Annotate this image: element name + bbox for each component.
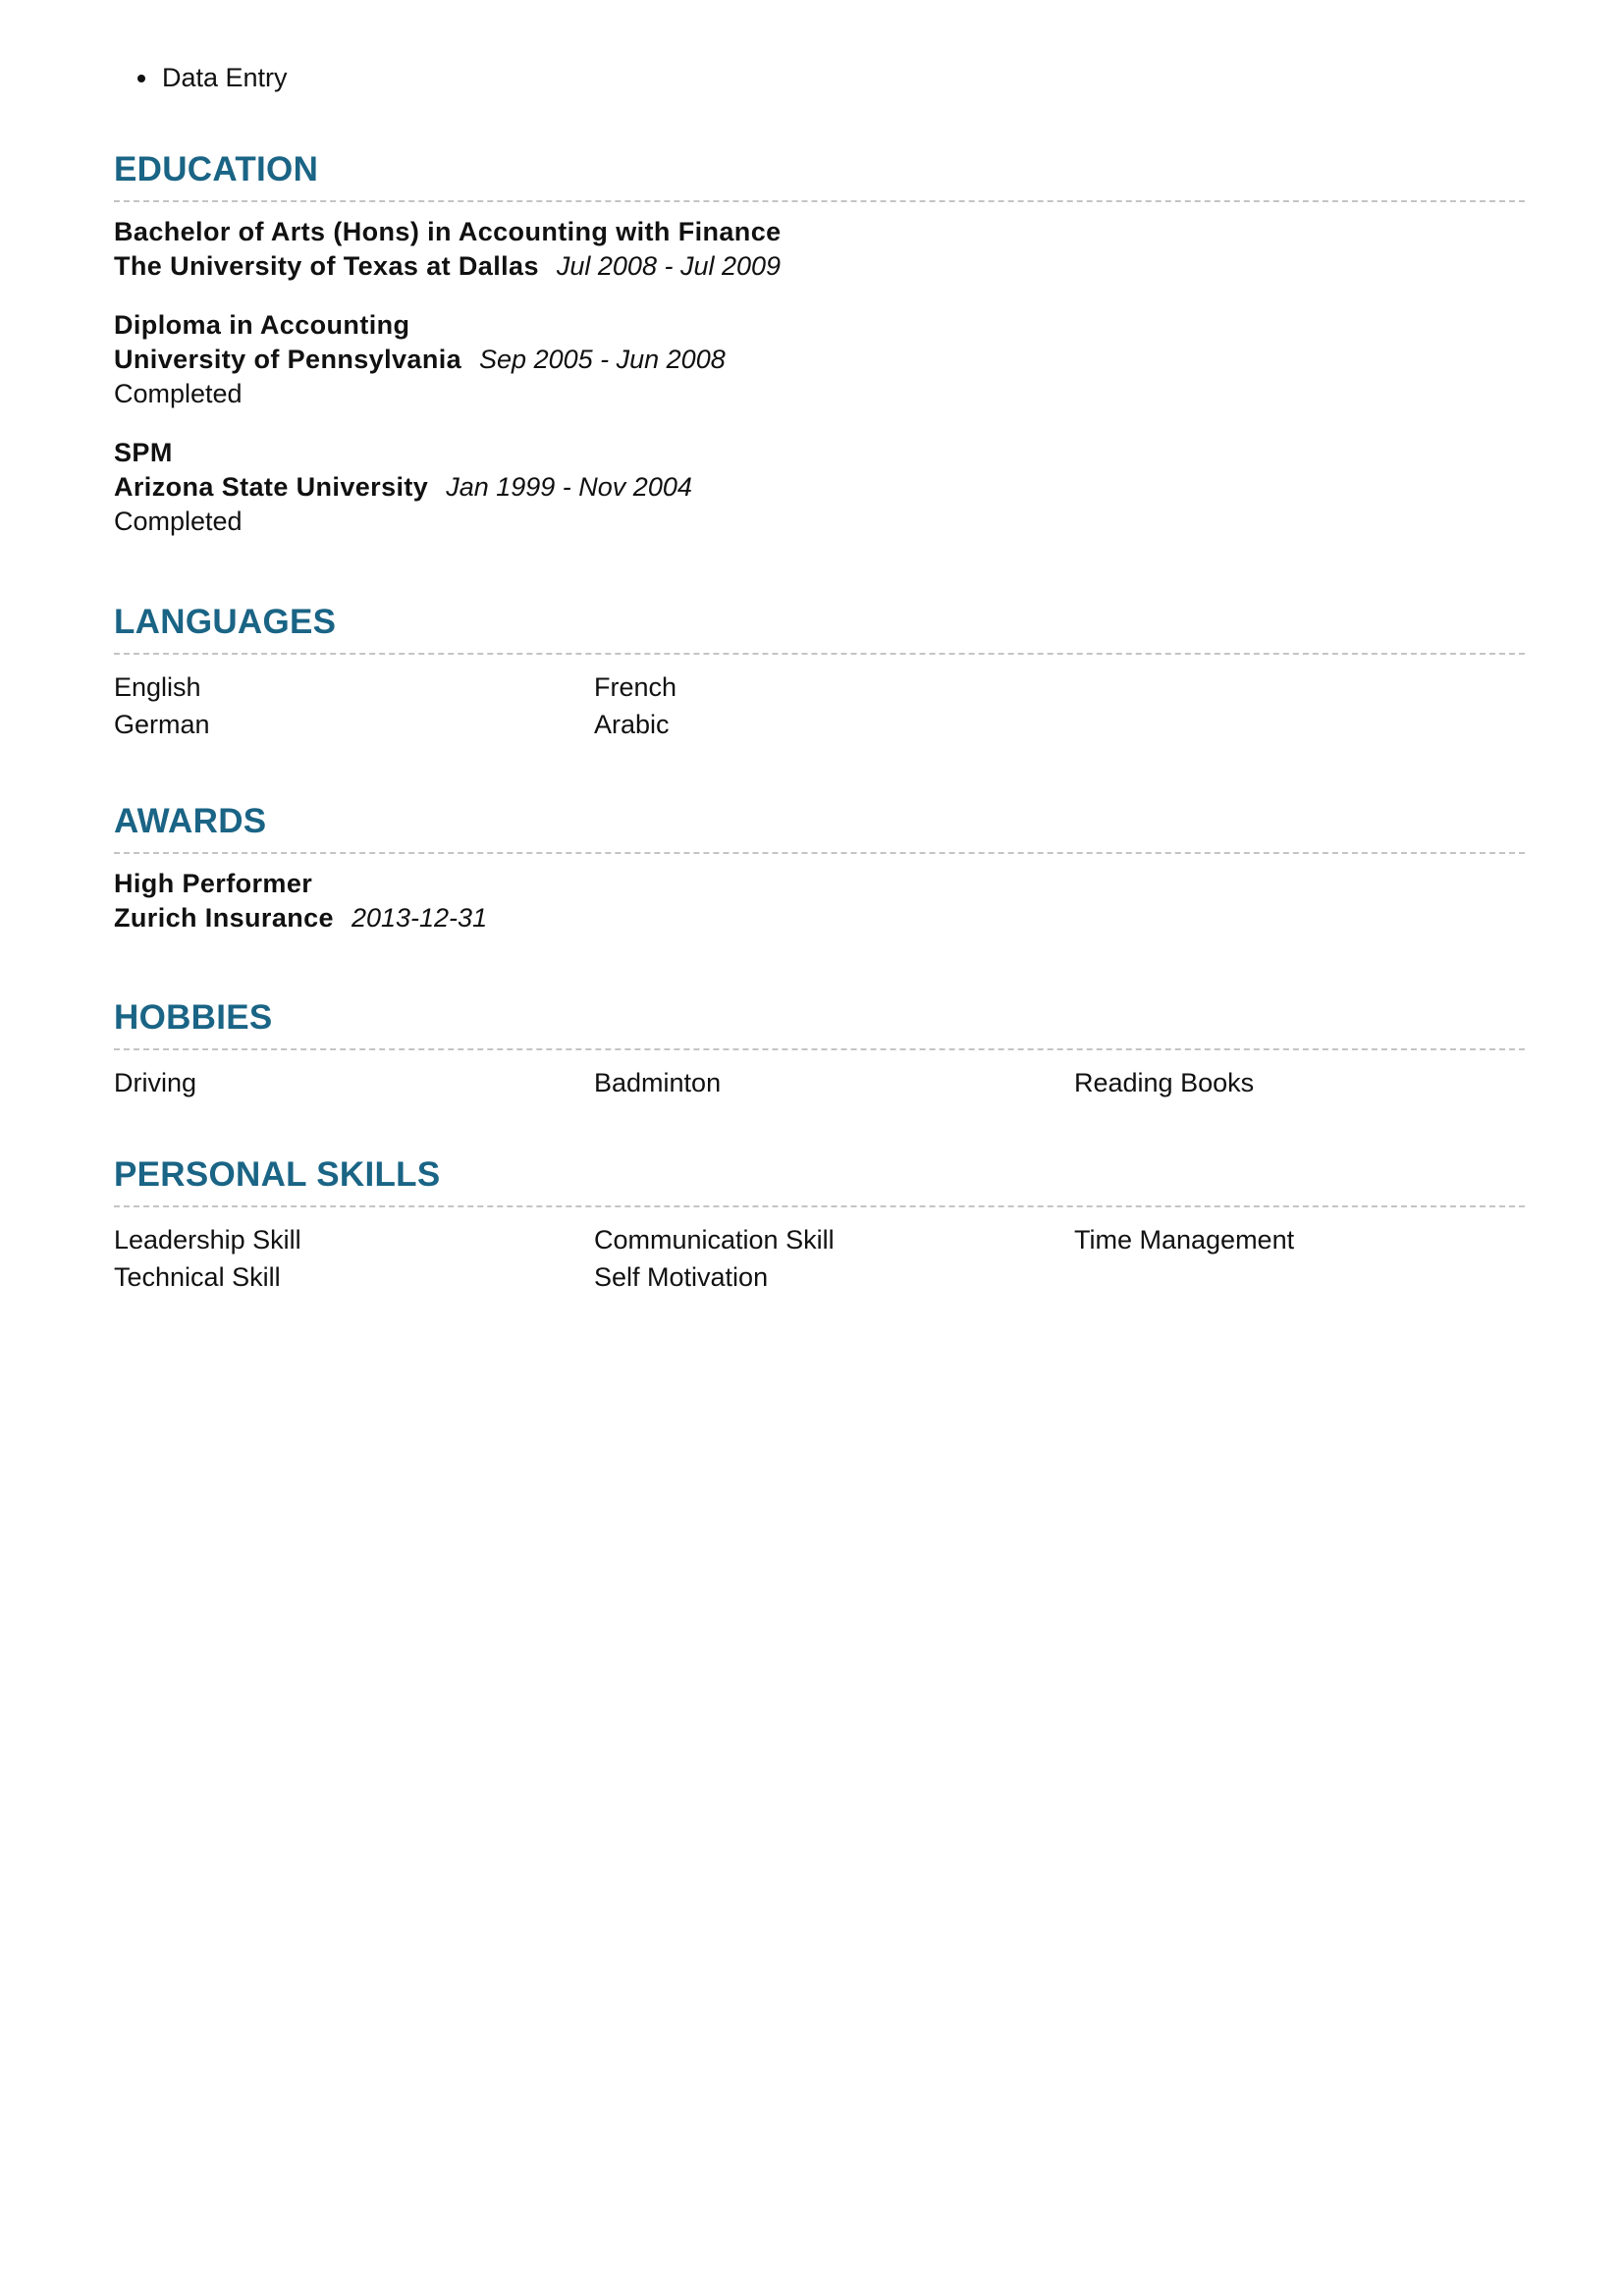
language-item: French <box>594 672 677 702</box>
award-name: High Performer <box>114 869 313 898</box>
award-date: 2013-12-31 <box>351 903 488 933</box>
education-school: The University of Texas at Dallas <box>114 251 539 281</box>
list-item: • Data Entry <box>160 59 1525 96</box>
personal-skill-item: Communication Skill <box>594 1225 835 1255</box>
languages-section <box>114 601 1525 743</box>
education-status: Completed <box>114 507 243 536</box>
education-degree: SPM <box>114 438 173 467</box>
education-entry <box>114 308 1525 411</box>
languages-heading: LANGUAGES <box>114 603 337 641</box>
hobby-item: Badminton <box>594 1068 722 1097</box>
education-school: Arizona State University <box>114 472 429 502</box>
education-school: University of Pennsylvania <box>114 345 462 374</box>
language-item: Arabic <box>594 710 670 739</box>
education-entry <box>114 215 1525 284</box>
education-degree: Bachelor of Arts (Hons) in Accounting with Finance <box>114 217 782 246</box>
personal-skills-section <box>114 1153 1525 1296</box>
personal-skills-heading: PERSONAL SKILLS <box>114 1155 441 1194</box>
award-issuer: Zurich Insurance <box>114 903 334 933</box>
hobby-item: Driving <box>114 1068 197 1097</box>
section-divider <box>114 653 1525 655</box>
languages-row <box>114 668 1525 706</box>
education-heading: EDUCATION <box>114 150 319 188</box>
section-divider <box>114 852 1525 854</box>
education-section <box>114 148 1525 539</box>
hobby-item: Reading Books <box>1074 1068 1255 1097</box>
personal-skill-item: Leadership Skill <box>114 1225 301 1255</box>
personal-skills-row <box>114 1221 1525 1258</box>
skills-tail-list <box>114 59 1525 96</box>
hobbies-row <box>114 1064 1525 1101</box>
hobbies-heading: HOBBIES <box>114 998 273 1037</box>
education-status: Completed <box>114 379 243 408</box>
language-item: German <box>114 710 210 739</box>
award-entry <box>114 867 1525 935</box>
awards-heading: AWARDS <box>114 802 267 840</box>
education-degree: Diploma in Accounting <box>114 310 410 340</box>
personal-skill-item: Self Motivation <box>594 1262 769 1292</box>
languages-row <box>114 706 1525 743</box>
section-divider <box>114 1205 1525 1207</box>
personal-skill-item: Time Management <box>1074 1225 1295 1255</box>
language-item: English <box>114 672 201 702</box>
personal-skills-row <box>114 1258 1525 1296</box>
awards-section <box>114 800 1525 935</box>
section-divider <box>114 200 1525 202</box>
education-dates: Jan 1999 - Nov 2004 <box>446 472 692 502</box>
section-divider <box>114 1048 1525 1050</box>
education-dates: Sep 2005 - Jun 2008 <box>479 345 726 374</box>
hobbies-section <box>114 996 1525 1101</box>
education-dates: Jul 2008 - Jul 2009 <box>556 251 782 281</box>
education-entry <box>114 436 1525 539</box>
personal-skill-item: Technical Skill <box>114 1262 281 1292</box>
